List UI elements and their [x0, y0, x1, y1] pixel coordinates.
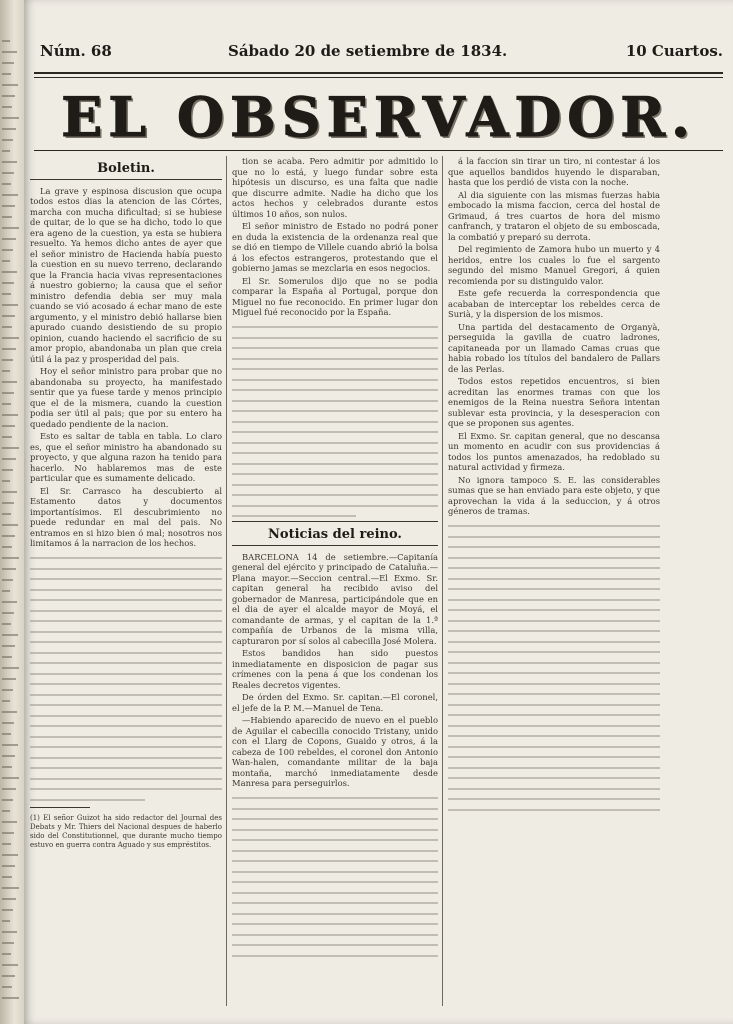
previous-page-text-line — [2, 150, 10, 152]
previous-page-text-line — [2, 337, 19, 339]
article-paragraph: Este gefe recuerda la correspondencia que acababan de interceptar los rebeldes cerca de Surià, y la dispersion de los mismos. — [448, 288, 660, 319]
previous-page-text-line — [2, 854, 18, 856]
previous-page-text-line — [2, 436, 12, 438]
news-paragraph: Estos bandidos han sido puestos inmediatamente en disposicion de pagar sus crímenes con la pena á que los condenan los Reales decretos vigentes. — [232, 648, 438, 690]
previous-page-text-line — [2, 799, 13, 801]
previous-page-text-line — [2, 887, 19, 889]
previous-page-text-line — [2, 546, 12, 548]
previous-page-text-line — [2, 909, 13, 911]
previous-page-text-line — [2, 447, 19, 449]
column-divider — [226, 156, 227, 1006]
illegible-text-lines — [232, 326, 438, 517]
previous-page-text-line — [2, 711, 17, 713]
issue-price: 10 Cuartos. — [625, 42, 723, 60]
article-paragraph: Todos estos repetidos encuentros, si bien acreditan las enormes tramas con que los enemigos de la Reina nuestra Señora intentan sublevar esta provincia, y la desesperacion con que se proponen sus agentes. — [448, 376, 660, 428]
newspaper-title: EL OBSERVADOR. — [61, 85, 696, 149]
article-paragraph: El Sr. Somerulos dijo que no se podia comparar la España al Portugal, porque don Miguel no fue reconocido. En primer lugar don Miguel fué reconocido por la España. — [232, 275, 438, 317]
previous-page-text-line — [2, 326, 12, 328]
previous-page-text-line — [2, 975, 15, 977]
article-paragraph: El Sr. Carrasco ha descubierto al Estamento datos y documentos importantísimos. El descubrimiento no puede redundar en mal del pais. No entramos en si hizo bien ó mal; nosotros nos limitamos á la narracion de los hechos. — [30, 485, 222, 548]
previous-page-text-line — [2, 172, 14, 174]
section-rule — [30, 179, 222, 180]
previous-page-text-line — [2, 810, 10, 812]
footnote-rule — [30, 807, 90, 808]
article-paragraph: Esto es saltar de tabla en tabla. Lo claro es, que el señor ministro ha abandonado su proyecto, y que alguna razon ha tenido para hacerlo. No hablaremos mas de este particular que es sumamente delicado. — [30, 431, 222, 483]
previous-page-text-line — [2, 568, 16, 570]
previous-page-text-line — [2, 227, 19, 229]
previous-page-text-line — [2, 62, 14, 64]
previous-page-text-line — [2, 766, 12, 768]
previous-page-text-line — [2, 106, 12, 108]
previous-page-text-line — [2, 370, 10, 372]
previous-page-text-line — [2, 260, 10, 262]
previous-page-text-line — [2, 601, 17, 603]
previous-page-text-line — [2, 931, 17, 933]
title-rule-bottom — [34, 150, 723, 151]
previous-page-text-line — [2, 876, 12, 878]
previous-page-text-line — [2, 557, 19, 559]
article-paragraph: á la faccion sin tirar un tiro, ni contestar á los que aquellos bandidos huyendo le disparaban, hasta que los perdió de vista con la noche. — [448, 156, 660, 187]
news-paragraph: —Habiendo aparecido de nuevo en el pueblo de Aguilar el cabecilla conocido Tristany, unido con el Llarg de Copons, Guaido y otros, á la cabeza de 100 rebeldes, el coronel don Antonio Wan-halen, comandante militar de la baja montaña, marchó inmediatamente desde Manresa para perseguirlos. — [232, 715, 438, 788]
previous-page-text-line — [2, 469, 13, 471]
previous-page-text-line — [2, 205, 15, 207]
news-paragraph: De órden del Exmo. Sr. capitan.—El coronel, el jefe de la P. M.—Manuel de Tena. — [232, 692, 438, 713]
previous-page-text-line — [2, 282, 14, 284]
previous-page-text-line — [2, 865, 15, 867]
footnote: (1) El señor Guizot ha sido redactor del Journal des Debats y Mr. Thiers del Nacional despues de haberlo sido del Constitutionnel, que durante mucho tiempo estuvo en guerra contra Aguado y sus empréstitos. — [30, 813, 222, 849]
previous-page-text-line — [2, 964, 18, 966]
previous-page-text-line — [2, 293, 11, 295]
previous-page-text-line — [2, 458, 16, 460]
previous-page-text-line — [2, 623, 11, 625]
section-rule — [232, 545, 438, 546]
illegible-text-lines — [448, 525, 660, 811]
section-heading-boletin: Boletin. — [97, 161, 155, 176]
previous-page-text-line — [2, 843, 11, 845]
previous-page-text-line — [2, 722, 14, 724]
previous-page-text-line — [2, 535, 15, 537]
issue-number: Núm. 68 — [40, 42, 112, 60]
previous-page-text-line — [2, 359, 13, 361]
issue-date: Sábado 20 de setiembre de 1834. — [228, 42, 508, 60]
previous-page-text-line — [2, 40, 10, 42]
column-divider — [442, 156, 443, 1006]
previous-page-text-line — [2, 491, 17, 493]
previous-page-text-line — [2, 348, 16, 350]
illegible-text-lines — [232, 797, 438, 957]
previous-page-text-line — [2, 216, 12, 218]
article-paragraph: No ignora tampoco S. E. las considerables sumas que se han enviado para este objeto, y que aprovechan la vida á la seduccion, y á otros géneros de tramas. — [448, 474, 660, 516]
column-news-continued — [448, 156, 660, 998]
masthead-rule-top — [34, 72, 723, 74]
previous-page-text-line — [2, 513, 11, 515]
previous-page-text-line — [2, 744, 18, 746]
previous-page-text-line — [2, 678, 16, 680]
previous-page-text-line — [2, 161, 17, 163]
previous-page-text-line — [2, 953, 11, 955]
previous-page-text-line — [2, 700, 10, 702]
article-paragraph: El señor ministro de Estado no podrá poner en duda la existencia de la ordenanza real que se dió en tiempo de Villele cuando abrió la bolsa á los efectos estrangeros, protestando que el gobierno jamas se mezclaria en esos negocios. — [232, 221, 438, 273]
previous-page-text-line — [2, 414, 18, 416]
previous-page-text-line — [2, 590, 10, 592]
previous-page-text-line — [2, 656, 12, 658]
section-heading-noticias: Noticias del reino. — [268, 527, 402, 542]
article-paragraph: tion se acaba. Pero admitir por admitido lo que no lo está, y luego fundar sobre esta hipótesis un discurso, es una falta que nadie que discurre admite. Nadie ha dicho que los actos hechos y celebrados durante estos últimos 10 años, son nulos. — [232, 156, 438, 219]
previous-page-text-line — [2, 777, 19, 779]
previous-page-text-line — [2, 304, 18, 306]
previous-page-text-line — [2, 425, 15, 427]
previous-page-text-line — [2, 898, 16, 900]
previous-page-text-line — [2, 238, 16, 240]
previous-page-text-line — [2, 392, 14, 394]
previous-page-text-line — [2, 95, 15, 97]
previous-page-text-line — [2, 689, 13, 691]
previous-page-edge — [0, 0, 20, 1024]
previous-page-text-line — [2, 315, 15, 317]
previous-page-text-line — [2, 920, 10, 922]
previous-page-text-line — [2, 183, 11, 185]
column-boletin — [30, 156, 222, 998]
article-paragraph: Al dia siguiente con las mismas fuerzas habia embocado la misma faccion, cerca del hostal de Grimaud, á tres cuartos de hora del mismo canfranch, y trataron el objeto de su emboscada, la combatió y preparó su derrota. — [448, 189, 660, 242]
previous-page-text-line — [2, 128, 16, 130]
previous-page-text-line — [2, 524, 18, 526]
previous-page-text-line — [2, 139, 13, 141]
previous-page-text-line — [2, 480, 10, 482]
previous-page-text-line — [2, 579, 13, 581]
previous-page-text-line — [2, 832, 14, 834]
previous-page-text-line — [2, 755, 15, 757]
previous-page-text-line — [2, 502, 14, 504]
article-paragraph: Una partida del destacamento de Organyà, perseguida la gavilla de cuatro ladrones, capitaneada por un llamado Camas cruas que habia robado los títulos del bandalero de Pallars de las Perlas. — [448, 321, 660, 374]
masthead-info — [38, 42, 723, 66]
previous-page-text-line — [2, 403, 11, 405]
previous-page-text-line — [2, 667, 19, 669]
previous-page-text-line — [2, 117, 19, 119]
previous-page-text-line — [2, 249, 13, 251]
section-rule — [232, 521, 438, 522]
article-paragraph: La grave y espinosa discusion que ocupa todos estos dias la atencion de las Córtes, marcha con mucha dificultad; si se hubiese de quitar, de lo que se ha dicho, todo lo que era ageno de la cuestion, ya esta se hubiera resuelto. Ya hemos dicho antes de ayer que el señor ministro de Hacienda había puesto la cuestion en su nuevo terreno, declarando que la Francia hacia vivas representaciones á nuestro gobierno; la causa que el señor ministro defendia debia ser muy mala cuando se vió acosado á echar mano de este argumento, y el ministro debió hallarse bien apurado cuando desistiendo de su propio opinion, cuando haciendo el sacrificio de su amor propio, abandonaba un plan que creia útil á la paz y prosperidad del pais. — [30, 185, 222, 364]
newspaper-title-band — [34, 85, 723, 149]
article-paragraph: El Exmo. Sr. capitan general, que no descansa un momento en acudir con sus providencias á todos los puntos amenazados, ha redoblado su natural actividad y firmeza. — [448, 430, 660, 472]
previous-page-text-line — [2, 634, 18, 636]
newspaper-page — [24, 0, 733, 1024]
previous-page-text-line — [2, 51, 17, 53]
article-paragraph: Hoy el señor ministro para probar que no abandonaba su proyecto, ha manifestado sentir que ya fuese tarde y menos principio que el de la mismera, cuando la cuestion podia ser útil al pais; que por su entero ha quedado pendiente de la nacion. — [30, 366, 222, 429]
previous-page-text-line — [2, 73, 11, 75]
illegible-text-lines — [30, 557, 222, 801]
previous-page-text-line — [2, 194, 18, 196]
previous-page-text-line — [2, 645, 15, 647]
previous-page-text-line — [2, 612, 14, 614]
previous-page-text-line — [2, 788, 16, 790]
previous-page-text-line — [2, 381, 17, 383]
previous-page-text-line — [2, 271, 17, 273]
previous-page-text-line — [2, 942, 14, 944]
news-paragraph: BARCELONA 14 de setiembre.—Capitanía general del ejército y principado de Cataluña.—Plana mayor.—Seccion central.—El Exmo. Sr. capitan general ha recibido aviso del gobernador de Manresa, participándole que en el dia de ayer el alcalde mayor de Moyá, el comandante de armas, y el capitan de la 1.ª compañía de Urbanos de la misma villa, capturaron por sí solos al cabecilla José Molera. — [232, 551, 438, 646]
previous-page-text-line — [2, 997, 19, 999]
previous-page-text-line — [2, 821, 17, 823]
previous-page-text-line — [2, 84, 18, 86]
previous-page-text-line — [2, 986, 12, 988]
masthead-rule-thin — [34, 77, 723, 78]
previous-page-text-line — [2, 733, 11, 735]
column-continuation — [232, 156, 438, 998]
article-paragraph: Del regimiento de Zamora hubo un muerto y 4 heridos, entre los cuales lo fue el sargento segundo del mismo Manuel Gregori, á quien recomienda por su distinguido valor. — [448, 244, 660, 286]
